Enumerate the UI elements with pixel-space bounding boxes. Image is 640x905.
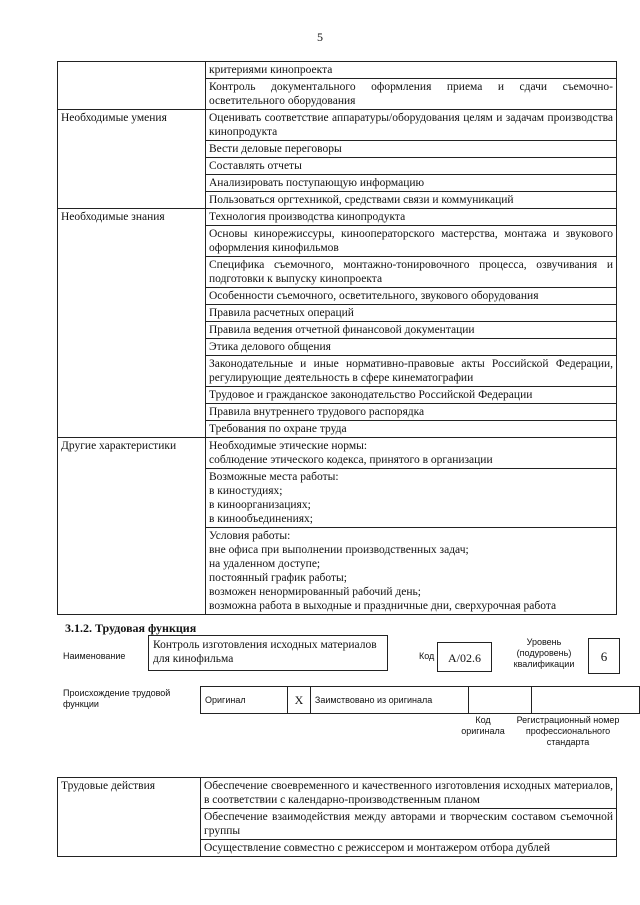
table-cell: Особенности съемочного, осветительного, звукового оборудования (206, 288, 617, 305)
function-name-box: Контроль изготовления исходных материалов для кинофильма (148, 635, 388, 671)
table-row (58, 62, 617, 79)
origin-label: Происхождение трудовой функции (63, 688, 171, 709)
origin-code-cell (469, 687, 531, 714)
code-label: Код (419, 651, 435, 661)
table-cell: Необходимые этические нормы: соблюдение этического кодекса, принятого в организации (206, 438, 617, 469)
table-cell: Условия работы: вне офиса при выполнении производственных задач; на удаленном доступе; постоянный график работы; возможен ненормированный рабочий день; возможна работа в выходные и праздничные дни, сверхурочная работа (206, 528, 617, 615)
caption-code-original: Код оригинала (461, 715, 505, 736)
level-label: Уровень (подуровень) квалификации (513, 637, 575, 669)
level-box: 6 (588, 638, 620, 674)
row-group-label (58, 62, 206, 110)
table-cell: Правила ведения отчетной финансовой документации (206, 322, 617, 339)
table-cell: критериями кинопроекта (206, 62, 617, 79)
table-row (58, 209, 617, 226)
table-cell: Правила расчетных операций (206, 305, 617, 322)
table-cell: Технология производства кинопродукта (206, 209, 617, 226)
row-group-label: Необходимые знания (58, 209, 206, 438)
table-cell: Составлять отчеты (206, 158, 617, 175)
table-cell: Оценивать соответствие аппаратуры/оборудования целям и задачам производства кинопродукта (206, 110, 617, 141)
row-group-label: Трудовые действия (58, 778, 201, 857)
table-cell: Законодательные и иные нормативно-правовые акты Российской Федерации, регулирующие деятельность в сфере кинематографии (206, 356, 617, 387)
code-box: А/02.6 (437, 642, 492, 672)
section-title: 3.1.2. Трудовая функция (65, 621, 197, 635)
table-cell: Обеспечение взаимодействия между авторами и творческим составом съемочной группы (201, 809, 617, 840)
page-number: 5 (317, 30, 323, 44)
row-group-label: Другие характеристики (58, 438, 206, 615)
table-row (58, 110, 617, 141)
table-cell: Специфика съемочного, монтажно-тонировочного процесса, озвучивания и подготовки к выпуску кинопроекта (206, 257, 617, 288)
labor-actions-table (57, 777, 617, 857)
origin-mark-cell: X (288, 687, 311, 714)
table-cell: Требования по охране труда (206, 421, 617, 438)
table-cell: Возможные места работы: в киностудиях; в кинoорганизациях; в кинообъединениях; (206, 469, 617, 528)
table-cell: Контроль документального оформления приема и сдачи съемочно-осветительного оборудования (206, 79, 617, 110)
name-label: Наименование (63, 651, 126, 661)
origin-borrowed-cell: Заимствовано из оригинала (310, 687, 469, 714)
table-cell: Основы кинорежиссуры, кинооператорского мастерства, монтажа и звукового оформления кинофильмов (206, 226, 617, 257)
table-cell: Осуществление совместно с режиссером и монтажером отбора дублей (201, 840, 617, 857)
caption-reg-number: Регистрационный номер профессионального стандарта (516, 715, 620, 747)
table-cell: Пользоваться оргтехникой, средствами связи и коммуникаций (206, 192, 617, 209)
table-cell: Этика делового общения (206, 339, 617, 356)
table-cell: Правила внутреннего трудового распорядка (206, 404, 617, 421)
table-cell: Трудовое и гражданское законодательство Российской Федерации (206, 387, 617, 404)
origin-reg-cell (531, 687, 639, 714)
table-cell: Обеспечение своевременного и качественного изготовления исходных материалов, в соответствии с календарно-производственным планом (201, 778, 617, 809)
table-row (58, 778, 617, 809)
origin-original-cell: Оригинал (201, 687, 288, 714)
table-cell: Вести деловые переговоры (206, 141, 617, 158)
origin-table (200, 686, 640, 714)
row-group-label: Необходимые умения (58, 110, 206, 209)
table-row (58, 438, 617, 469)
requirements-table (57, 61, 617, 615)
table-cell: Анализировать поступающую информацию (206, 175, 617, 192)
